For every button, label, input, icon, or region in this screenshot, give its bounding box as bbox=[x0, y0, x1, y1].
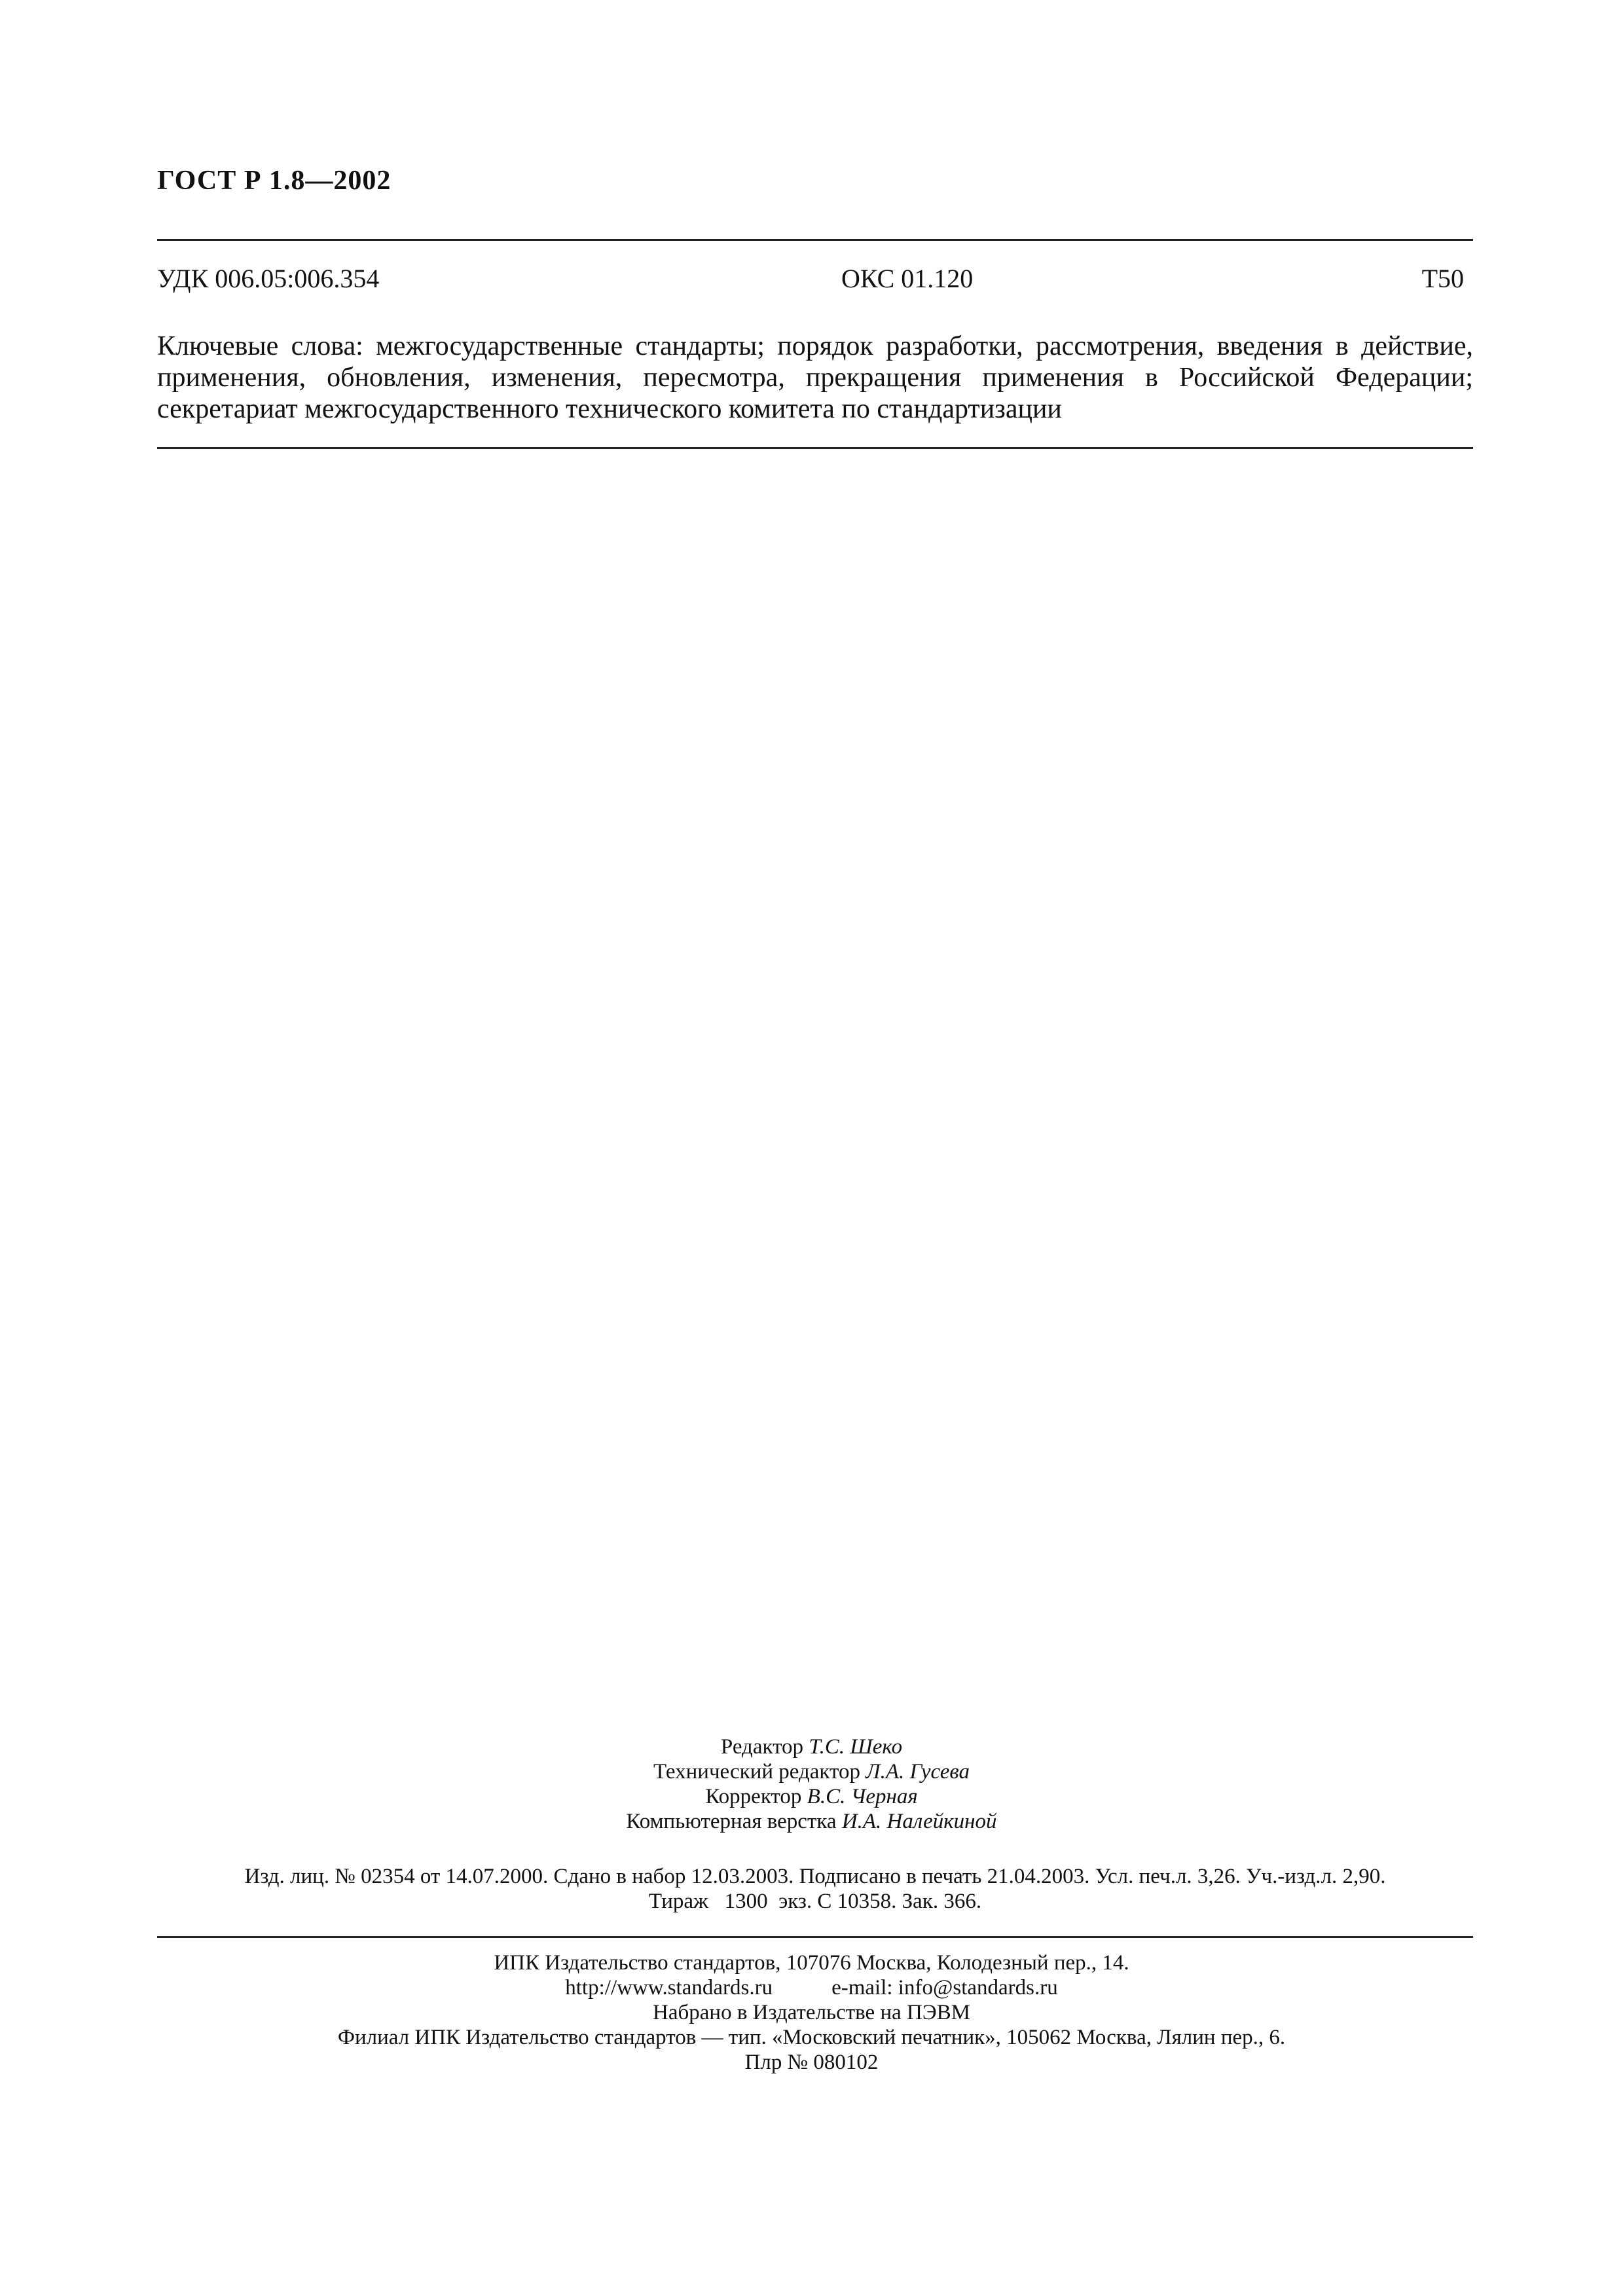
staff-role: Технический редактор bbox=[653, 1760, 860, 1784]
publisher-branch: Филиал ИПК Издательство стандартов — тип. «Московский печатник», 105062 Москва, Лялин пер., 6. bbox=[337, 2026, 1286, 2049]
keywords-paragraph: Ключевые слова: межгосударственные стандарты; порядок разработки, рассмотрения, введения в действие, применения, обновления, изменения, пересмотра, прекращения применения в Российской Федерации; секретариат межгосударственного технического комитета по стандартизации bbox=[157, 331, 1473, 424]
publisher-email[interactable]: e-mail: info@standards.ru bbox=[831, 1976, 1058, 2000]
publisher-contacts bbox=[0, 1975, 1623, 2000]
oks-code: ОКС 01.120 bbox=[841, 264, 974, 293]
staff-role: Корректор bbox=[705, 1785, 802, 1808]
staff-line-layout bbox=[0, 1809, 1623, 1834]
staff-name: В.С. Черная bbox=[807, 1785, 918, 1808]
staff-role: Редактор bbox=[720, 1735, 804, 1759]
publisher-block bbox=[0, 1950, 1623, 2075]
header-rule bbox=[157, 239, 1473, 241]
standard-code: ГОСТ Р 1.8—2002 bbox=[157, 166, 392, 196]
staff-line-editor bbox=[0, 1734, 1623, 1759]
publisher-typeset: Набрано в Издательстве на ПЭВМ bbox=[653, 2001, 970, 2024]
print-info-run: Тираж 1300 экз. С 10358. Зак. 366. bbox=[648, 1890, 982, 1913]
keywords-rule bbox=[157, 447, 1473, 449]
publisher-rule bbox=[157, 1936, 1473, 1938]
category-code: Т50 bbox=[1421, 264, 1464, 293]
staff-name: И.А. Налейкиной bbox=[841, 1810, 997, 1833]
print-info-license: Изд. лиц. № 02354 от 14.07.2000. Сдано в набор 12.03.2003. Подписано в печать 21.04.2003. Усл. печ.л. 3,26. Уч.-изд.л. 2,90. bbox=[244, 1865, 1386, 1888]
publisher-address: ИПК Издательство стандартов, 107076 Москва, Колодезный пер., 14. bbox=[494, 1951, 1129, 1975]
publisher-website[interactable]: http://www.standards.ru bbox=[565, 1976, 773, 2000]
staff-line-corrector bbox=[0, 1784, 1623, 1809]
staff-credits bbox=[0, 1734, 1623, 1834]
staff-line-technical-editor bbox=[0, 1759, 1623, 1784]
staff-name: Т.С. Шеко bbox=[809, 1735, 903, 1759]
staff-role: Компьютерная верстка bbox=[626, 1810, 837, 1833]
page-header bbox=[157, 165, 391, 196]
publisher-license: Плр № 080102 bbox=[744, 2051, 879, 2074]
print-info bbox=[157, 1864, 1473, 1914]
udk-code: УДК 006.05:006.354 bbox=[157, 264, 380, 293]
staff-name: Л.А. Гусева bbox=[866, 1760, 970, 1784]
